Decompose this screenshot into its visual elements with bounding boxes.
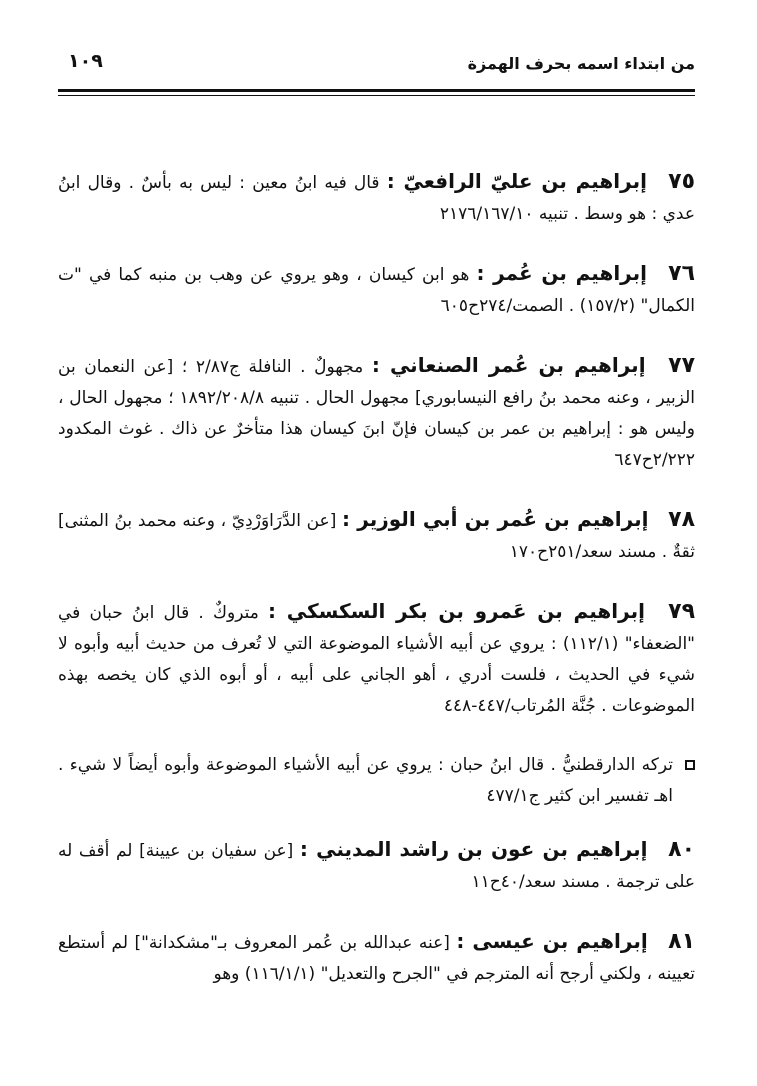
entry-text: متروكٌ . قال ابنُ حبان في "الضعفاء" (١١٢/١) : يروي عن أبيه الأشياء الموضوعة التي لا تُعرف من حديث أبيه وأبوه لا شيء في الحديث ، فلست أدري ، أهو الجاني على أبيه ، أو أبوه الذي كان يخصه بهذه الموضوعات . جُنَّة المُرتاب/٤٤٧-٤٤٨ xyxy=(58,603,695,716)
entry-text: [عن سفيان بن عيينة] لم أقف له على ترجمة . مسند سعد/٤٠ح١١ xyxy=(58,841,695,892)
footnote xyxy=(58,750,695,812)
narrator-name: إبراهيم بن عُمر الصنعاني : xyxy=(371,353,646,377)
entry-81 xyxy=(58,926,695,990)
narrator-name: إبراهيم بن عيسى : xyxy=(456,929,648,953)
entry-number: ٧٦ xyxy=(668,261,696,286)
header-rule-thick xyxy=(58,89,695,92)
entry-text: مجهولٌ . النافلة ج٢/٨٧ ؛ [عن النعمان بن الزبير ، وعنه محمد بنُ رافع النيسابوري] مجهول الحال . تنبيه ١٨٩٢/٢٠٨/٨ ؛ مجهول الحال ، وليس هو : إبراهيم بن عمر بن كيسان فإنّ ابنَ كيسان هذا متأخرٌ عن ذاك . غوث المكدود ٢/٢٢٢ح٦٤٧ xyxy=(58,357,695,470)
page-header xyxy=(60,44,695,84)
entry-number: ٧٧ xyxy=(668,353,695,378)
entry-79 xyxy=(58,596,695,722)
entry-77 xyxy=(58,350,695,476)
entry-text: هو ابن كيسان ، وهو يروي عن وهب بن منبه كما في "ت الكمال" (١٥٧/٢) . الصمت/٢٧٤ح٦٠٥ xyxy=(58,265,695,316)
narrator-name: إبراهيم بن عَمرو بن بكر السكسكي : xyxy=(268,599,645,623)
entry-text: قال فيه ابنُ معين : ليس به بأسٌ . وقال ابنُ عدي : هو وسط . تنبيه ٢١٧٦/١٦٧/١٠ xyxy=(58,173,695,224)
page-number: ١٠٩ xyxy=(68,50,103,72)
entry-number: ٧٥ xyxy=(668,169,696,194)
header-rule-thin xyxy=(58,95,695,96)
entry-80 xyxy=(58,834,695,898)
narrator-name: إبراهيم بن عُمر بن أبي الوزير : xyxy=(342,507,649,531)
narrator-name: إبراهيم بن عون بن راشد المديني : xyxy=(299,837,648,861)
entry-text: [عن الدَّرَاوَرْدِيّ ، وعنه محمد بنُ المثنى] ثقةٌ . مسند سعد/٢٥١ح١٧٠ xyxy=(58,511,695,562)
entry-number: ٧٨ xyxy=(668,507,696,532)
entry-75 xyxy=(58,166,695,230)
entry-number: ٨١ xyxy=(668,929,695,954)
entry-text: [عنه عبدالله بن عُمر المعروف بـ"مشكدانة"] لم أستطع تعيينه ، ولكني أرجح أنه المترجم في "الجرح والتعديل" (١١٦/١/١) وهو xyxy=(58,933,695,984)
narrator-name: إبراهيم بن عليّ الرافعيّ : xyxy=(386,169,647,193)
entries-list xyxy=(58,166,695,1018)
entry-number: ٨٠ xyxy=(668,837,695,862)
entry-76 xyxy=(58,258,695,322)
entry-78 xyxy=(58,504,695,568)
entry-number: ٧٩ xyxy=(668,599,695,624)
narrator-name: إبراهيم بن عُمر : xyxy=(476,261,647,285)
square-bullet-icon xyxy=(685,760,695,770)
running-title: من ابتداء اسمه بحرف الهمزة xyxy=(467,54,695,73)
footnote-text: تركه الدارقطنيُّ . قال ابنُ حبان : يروي عن أبيه الأشياء الموضوعة وأبوه أيضاً لا شيء . اهـ تفسير ابن كثير ج٤٧٧/١ xyxy=(58,755,673,806)
